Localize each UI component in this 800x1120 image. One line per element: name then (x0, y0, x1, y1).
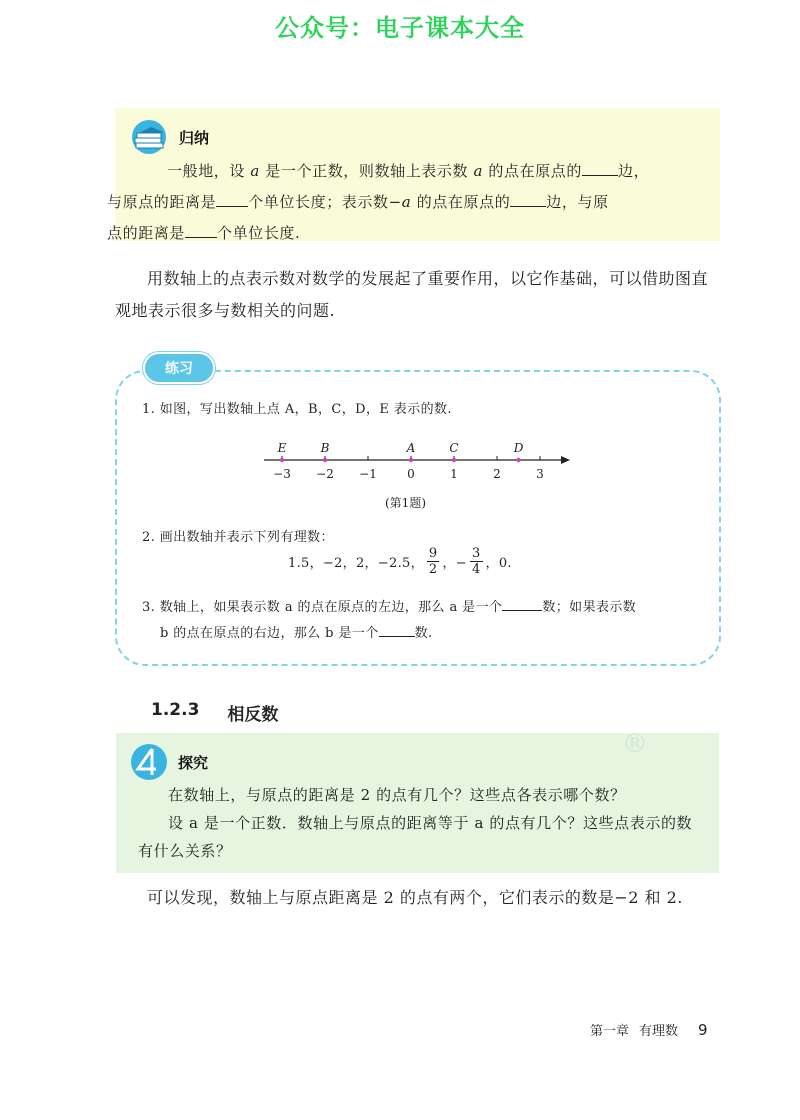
point-label: C (449, 441, 459, 455)
frac-denominator: 4 (471, 562, 481, 577)
point-label: D (513, 441, 524, 455)
explore-label: 探究 (178, 753, 209, 772)
section-name: 相反数 (227, 705, 279, 725)
exercise-item-2: 2. 画出数轴并表示下列有理数： (142, 530, 334, 545)
exercise-item-2-values (288, 546, 512, 577)
tick-label: −1 (359, 467, 377, 481)
summary-label: 归纳 (179, 128, 210, 147)
var-a: a (401, 193, 412, 211)
exercise-item-3 (142, 595, 636, 647)
fill-blank[interactable] (582, 162, 618, 176)
body-paragraph-2: 可以发现，数轴上与原点距离是 2 的点有两个，它们表示的数是−2 和 2. (147, 888, 683, 907)
point-label: A (406, 441, 416, 455)
tick-label: 1 (450, 467, 458, 481)
fraction-nine-halves (427, 546, 440, 577)
summary-head (115, 108, 720, 154)
summary-text-2c: 的点在原点的 (411, 193, 511, 211)
frac-denominator: 2 (428, 562, 438, 577)
fraction-three-quarters (470, 546, 483, 577)
item3-text-2b: 数. (414, 626, 433, 641)
summary-box (107, 108, 720, 242)
number-line (256, 436, 576, 496)
summary-text-1c: 的点在原点的 (483, 162, 582, 180)
summary-text-2b: 个单位长度；表示数− (248, 193, 402, 211)
point-label: E (277, 441, 287, 455)
footer-chapter-title: 有理数 (639, 1024, 679, 1039)
point-D (516, 458, 520, 462)
summary-text-2a: 与原点的距离是 (107, 193, 217, 211)
var-a: a (250, 162, 260, 180)
fill-blank[interactable] (379, 623, 415, 637)
frac-numerator: 3 (471, 546, 481, 561)
point-A (409, 458, 413, 462)
values-part-b: ，0. (485, 556, 512, 571)
book-stack-icon (129, 120, 169, 154)
body-paragraph-1: 用数轴上的点表示数对数学的发展起了重要作用，以它作基础，可以借助图直观地表示很多与数相关的问题. (115, 269, 709, 320)
summary-text-3a: 点的距离是 (107, 224, 186, 242)
tick-label: 3 (536, 467, 544, 481)
section-title (151, 700, 278, 725)
values-sep: ，− (442, 556, 467, 571)
summary-text-2d: 边，与原 (546, 193, 609, 211)
item3-text-1a: 3. 数轴上，如果表示数 a 的点在原点的左边，那么 a 是一个 (142, 600, 503, 615)
fill-blank[interactable] (510, 193, 546, 207)
values-part-a: 1.5，−2，2，−2.5， (288, 556, 424, 571)
item3-text-1b: 数；如果表示数 (542, 600, 637, 615)
tick-label: 2 (493, 467, 501, 481)
fill-blank[interactable] (502, 597, 542, 611)
axis-arrow (561, 456, 570, 464)
explore-icon (130, 743, 168, 781)
figure-caption: (第1题) (385, 496, 426, 510)
fill-blank[interactable] (185, 224, 217, 238)
point-E (280, 458, 284, 462)
explore-text-1: 在数轴上，与原点的距离是 2 的点有几个？这些点各表示哪个数？ (168, 786, 626, 804)
summary-text-1a: 一般地，设 (167, 162, 251, 180)
frac-numerator: 9 (428, 546, 438, 561)
var-a: a (473, 162, 484, 180)
point-C (452, 458, 456, 462)
summary-text-3b: 个单位长度. (217, 224, 301, 242)
explore-text-2: 设 a 是一个正数．数轴上与原点的距离等于 a 的点有几个？这些点表示的数有什么关系？ (138, 814, 693, 860)
page-footer (590, 1020, 708, 1039)
tick-label: −2 (316, 467, 334, 481)
summary-text-1b: 是一个正数，则数轴上表示数 (259, 162, 474, 180)
item3-text-2a: b 的点在原点的右边，那么 b 是一个 (160, 626, 379, 641)
point-label: B (320, 441, 330, 455)
page-number: 9 (698, 1021, 708, 1039)
registered-watermark: ® (622, 729, 648, 759)
fill-blank[interactable] (216, 193, 248, 207)
tick-label: 0 (407, 467, 415, 481)
summary-text-1d: 边， (617, 162, 650, 180)
point-B (323, 458, 327, 462)
exercise-tab: 练习 (143, 352, 215, 384)
header-title: 公众号：电子课本大全 (275, 14, 525, 42)
summary-text (107, 154, 720, 249)
section-number: 1.2.3 (151, 700, 200, 720)
tick-label: −3 (273, 467, 291, 481)
exercise-item-1: 1. 如图，写出数轴上点 A，B，C，D，E 表示的数. (142, 402, 452, 417)
footer-chapter: 第一章 (590, 1024, 630, 1039)
